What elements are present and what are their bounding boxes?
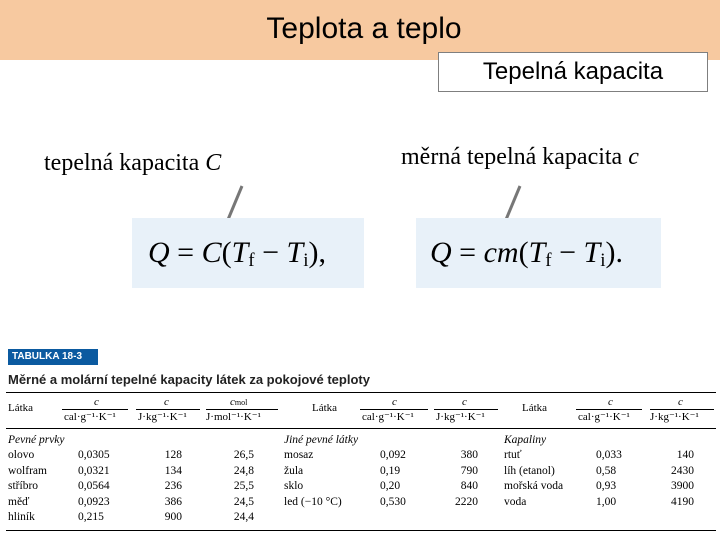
table-cell-cal: 0,58 [596,464,617,477]
table-cell-jmol: 24,5 [233,495,254,508]
table-caption: Měrné a molární tepelné kapacity látek za pokojové teploty [8,372,370,387]
table-cell-substance: měď [8,495,30,508]
table-bottom-rule [6,530,716,531]
formula-cm: cm [483,236,519,269]
specific-heat-label-text: měrná tepelná kapacita [401,144,629,170]
header-cmol-c: c [230,396,235,408]
table-cell-substance: led (−10 °C) [284,495,342,508]
header-cmol-sub: mol [234,398,248,407]
formula-sub-f: f [248,250,255,271]
table-cell-cal: 0,0305 [78,449,110,461]
table-cell-jkg: 128 [164,449,182,461]
formula-ti: T [583,236,601,269]
heat-capacity-symbol: C [205,150,222,176]
header-unit-2: J·kg⁻¹·K⁻¹ [138,411,187,423]
table-cell-cal: 0,93 [596,480,617,492]
header-latka-1: Látka [8,402,34,414]
slide-title: Teplota a teplo [266,12,462,45]
group-heading-3: Kapaliny [504,434,547,446]
table-cell-cal: 0,530 [380,495,406,508]
header-c-5: c [608,396,613,408]
table-cell-cal: 0,033 [596,449,622,461]
table-cell-cal: 0,0923 [78,495,110,508]
specific-heat-label [401,144,639,171]
table-cell-jkg: 2220 [455,495,478,508]
table-cell-substance: stříbro [8,480,39,492]
heat-capacity-label-text: tepelná kapacita [44,150,206,176]
group-heading-1: Pevné prvky [8,434,65,446]
table-cell-substance: voda [504,495,527,508]
header-latka-3: Látka [522,402,548,414]
formula-eq: = [451,236,484,269]
group-heading-2: Jiné pevné látky [284,434,359,446]
heat-capacity-label [44,150,221,177]
header-unit-3: J·mol⁻¹·K⁻¹ [206,411,261,423]
table-cell-substance: žula [284,464,304,477]
table-header-rule [6,428,716,429]
formula-tf: T [231,236,249,269]
formula-sub-i: i [600,250,606,271]
table-cell-jkg: 380 [460,449,478,461]
formula-tf: T [528,236,546,269]
table-cell-jkg: 386 [164,495,182,508]
table-cell-cal: 0,20 [380,480,401,492]
formula-close: ), [308,236,327,269]
table-cell-substance: mořská voda [504,480,564,492]
formula-ti: T [286,236,304,269]
formula-q: Q [430,236,452,269]
table-cell-jkg: 790 [460,464,478,477]
formula-heat-capacity [132,218,364,288]
table-cell-cal: 0,215 [78,511,104,523]
header-cmol [230,396,247,408]
formula-sub-f: f [545,250,552,271]
table-cell-cal: 0,0321 [78,464,110,477]
header-unit-1: cal·g⁻¹·K⁻¹ [64,411,116,423]
formula-minus: − [551,236,584,269]
table-cell-substance: mosaz [284,449,314,461]
header-unit-4: cal·g⁻¹·K⁻¹ [362,411,414,423]
table-cell-jmol: 24,4 [233,511,254,523]
table-tag: TABULKA 18-3 [8,349,98,365]
formula-open: ( [221,236,232,269]
table-cell-cal: 0,19 [380,464,401,477]
table-cell-jkg: 140 [676,449,694,461]
header-unit-7: J·kg⁻¹·K⁻¹ [650,411,699,423]
table-cell-jkg: 3900 [671,480,694,492]
header-unit-5: J·kg⁻¹·K⁻¹ [436,411,485,423]
table-cell-substance: olovo [8,449,35,461]
specific-heat-symbol: c [628,144,639,170]
header-c-3: c [392,396,397,408]
table-cell-substance: wolfram [8,464,47,477]
formula-open: ( [518,236,529,269]
header-c-6: c [678,396,683,408]
header-c-2: c [164,396,169,408]
table-cell-substance: líh (etanol) [504,464,555,477]
formula-close: ). [605,236,623,269]
formula-C: C [201,236,222,269]
table-cell-jkg: 236 [164,480,182,492]
table-top-rule [6,392,716,393]
formula-minus: − [254,236,287,269]
table-cell-cal: 0,092 [380,449,406,461]
header-c-1: c [94,396,99,408]
table-cell-substance: sklo [284,480,304,492]
table-cell-cal: 0,0564 [78,480,110,492]
header-c-4: c [462,396,467,408]
table-cell-jkg: 900 [164,511,182,523]
table-cell-jkg: 4190 [671,495,694,508]
table-cell-substance: rtuť [504,449,522,461]
section-title: Tepelná kapacita [438,52,708,92]
table-cell-cal: 1,00 [596,495,617,508]
formula-sub-i: i [303,250,309,271]
header-latka-2: Látka [312,402,338,414]
table-cell-jkg: 2430 [671,464,694,477]
table-cell-jkg: 134 [164,464,182,477]
table-cell-jmol: 26,5 [233,449,254,461]
formula-eq: = [169,236,202,269]
table-cell-substance: hliník [8,511,35,523]
formula-q: Q [148,236,170,269]
table-cell-jkg: 840 [460,480,478,492]
header-unit-6: cal·g⁻¹·K⁻¹ [578,411,630,423]
table-cell-jmol: 25,5 [233,480,254,492]
formula-specific-heat [416,218,661,288]
table-cell-jmol: 24,8 [233,464,254,477]
